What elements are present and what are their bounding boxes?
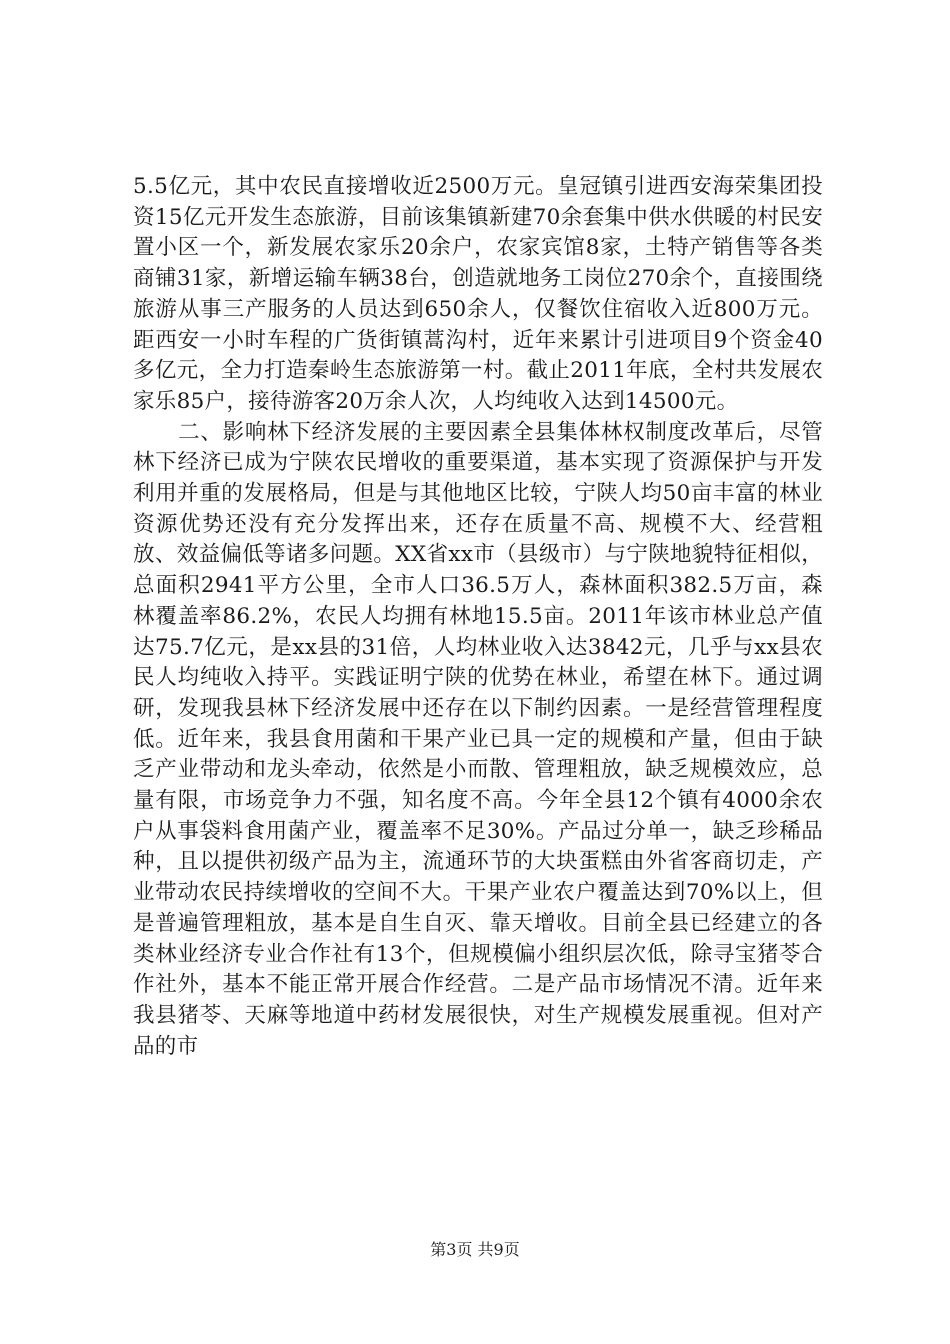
page-footer: 第3页 共9页 [430,1240,520,1259]
paragraph-2: 二、影响林下经济发展的主要因素全县集体林权制度改革后，尽管林下经济已成为宁陕农民增收的重要渠道，基本实现了资源保护与开发利用并重的发展格局，但是与其他地区比较，宁陕人均50亩丰富的林业资源优势还没有充分发挥出来，还存在质量不高、规模不大、经营粗放、效益偏低等诸多问题。XX省xx市（县级市）与宁陕地貌特征相似，总面积2941平方公里，全市人口36.5万人，森林面积382.5万亩，森林覆盖率86.2%，农民人均拥有林地15.5亩。2011年该市林业总产值达75.7亿元，是xx县的31倍，人均林业收入达3842元，几乎与xx县农民人均纯收入持平。实践证明宁陕的优势在林业，希望在林下。通过调研，发现我县林下经济发展中还存在以下制约因素。一是经营管理程度低。近年来，我县食用菌和干果产业已具一定的规模和产量，但由于缺乏产业带动和龙头牵动，依然是小而散、管理粗放，缺乏规模效应，总量有限，市场竞争力不强，知名度不高。今年全县12个镇有4000余农户从事袋料食用菌产业，覆盖率不足30%。产品过分单一，缺乏珍稀品种，且以提供初级产品为主，流通环节的大块蛋糕由外省客商切走，产业带动农民持续增收的空间不大。干果产业农户覆盖达到70%以上，但是普遍管理粗放，基本是自生自灭、靠天增收。目前全县已经建立的各类林业经济专业合作社有13个，但规模偏小组织层次低，除寻宝猪苓合作社外，基本不能正常开展合作经营。二是产品市场情况不清。近年来我县猪苓、天麻等地道中药材发展很快，对生产规模发展重视。但对产品的市 [133,419,823,1059]
paragraph-1: 5.5亿元，其中农民直接增收近2500万元。皇冠镇引进西安海荣集团投资15亿元开发生态旅游，目前该集镇新建70余套集中供水供暖的村民安置小区一个，新发展农家乐20余户，农家宾馆8家，土特产销售等各类商铺31家，新增运输车辆38台，创造就地务工岗位270余个，直接围绕旅游从事三产服务的人员达到650余人，仅餐饮住宿收入近800万元。距西安一小时车程的广货街镇蒿沟村，近年来累计引进项目9个资金40多亿元，全力打造秦岭生态旅游第一村。截止2011年底，全村共发展农家乐85户，接待游客20万余人次，人均纯收入达到14500元。 [133,174,823,414]
body-text [133,172,823,1062]
